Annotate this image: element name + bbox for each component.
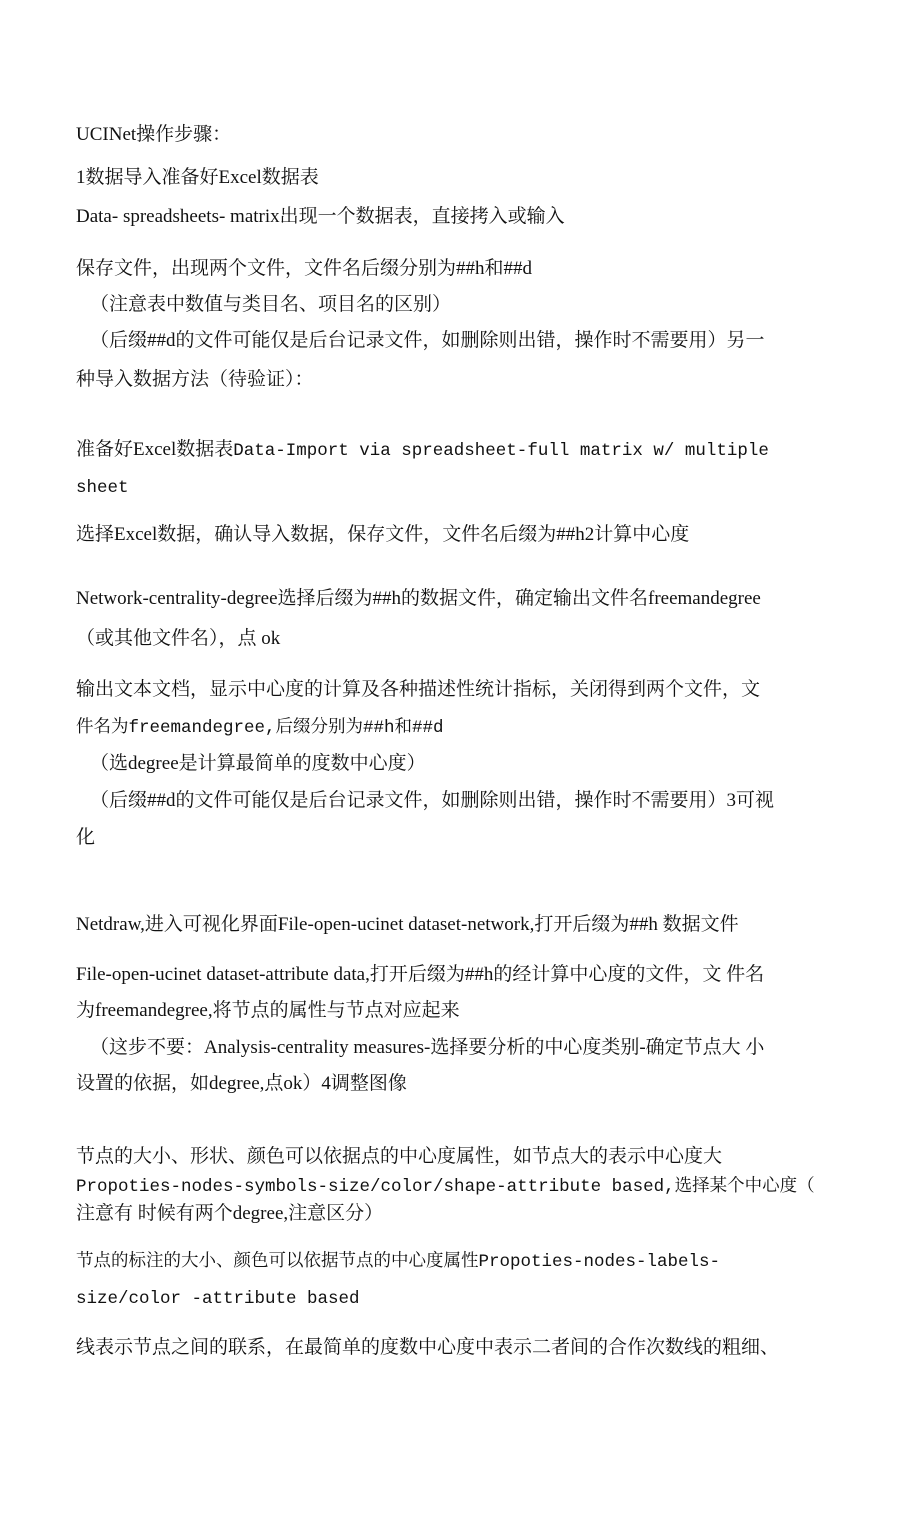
paragraph-line: 节点的大小、形状、颜色可以依据点的中心度属性，如节点大的表示中心度大 — [76, 1146, 723, 1167]
paragraph-line: File-open-ucinet dataset-attribute data,打开后缀为##h的经计算中心度的文件，文 件名 — [76, 964, 765, 985]
code-text: Data-Import via spreadsheet-full matrix w/ multiple — [233, 441, 769, 461]
paragraph-line: （后缀##d的文件可能仅是后台记录文件，如删除则出错，操作时不需要用）3可视 — [90, 790, 775, 811]
paragraph-line: Netdraw,进入可视化界面File-open-ucinet dataset-network,打开后缀为##h 数据文件 — [76, 914, 739, 935]
paragraph-line: （后缀##d的文件可能仅是后台记录文件，如删除则出错，操作时不需要用）另一 — [90, 330, 765, 351]
paragraph-line: （注意表中数值与类目名、项目名的区别） — [90, 294, 452, 315]
paragraph-line: （这步不要：Analysis-centrality measures-选择要分析的中心度类别-确定节点大 小 — [90, 1037, 765, 1058]
paragraph-text: 准备好Excel数据表 — [76, 439, 234, 460]
paragraph-line: 注意有 时候有两个degree,注意区分） — [76, 1203, 384, 1224]
paragraph-line: 化 — [76, 827, 96, 848]
paragraph-line: 输出文本文档，显示中心度的计算及各种描述性统计指标，关闭得到两个文件，文 — [76, 679, 761, 700]
paragraph-line: 线表示节点之间的联系，在最简单的度数中心度中表示二者间的合作次数线的粗细、 — [76, 1337, 780, 1358]
paragraph-line: 节点的标注的大小、颜色可以依据节点的中心度属性Propoties-nodes-labels- — [76, 1252, 721, 1272]
paragraph-line: 选择Excel数据，确认导入数据，保存文件，文件名后缀为##h2计算中心度 — [76, 524, 690, 545]
paragraph-line: 件名为freemandegree,后缀分别为##h和##d — [76, 718, 444, 738]
paragraph-line: 为freemandegree,将节点的属性与节点对应起来 — [76, 1000, 460, 1021]
paragraph-line: （选degree是计算最简单的度数中心度） — [90, 753, 426, 774]
paragraph-line: 种导入数据方法（待验证）： — [76, 369, 314, 390]
paragraph-line: （或其他文件名），点 ok — [76, 628, 281, 649]
step-heading-import: 1数据导入准备好Excel数据表 — [76, 167, 319, 188]
code-line: Propoties-nodes-symbols-size/color/shape-attribute based,选择某个中心度（ — [76, 1177, 815, 1197]
paragraph-line: 保存文件，出现两个文件，文件名后缀分别为##h和##d — [76, 258, 533, 279]
paragraph-line: Data- spreadsheets- matrix出现一个数据表，直接拷入或输入 — [76, 206, 565, 227]
paragraph-line — [76, 438, 769, 463]
doc-title: UCINet操作步骤： — [76, 124, 232, 145]
paragraph-line: 设置的依据，如degree,点ok）4调整图像 — [76, 1073, 407, 1094]
code-line: size/color -attribute based — [76, 1289, 360, 1309]
code-line: sheet — [76, 478, 129, 498]
paragraph-line: Network-centrality-degree选择后缀为##h的数据文件，确定输出文件名freemandegree — [76, 588, 761, 609]
